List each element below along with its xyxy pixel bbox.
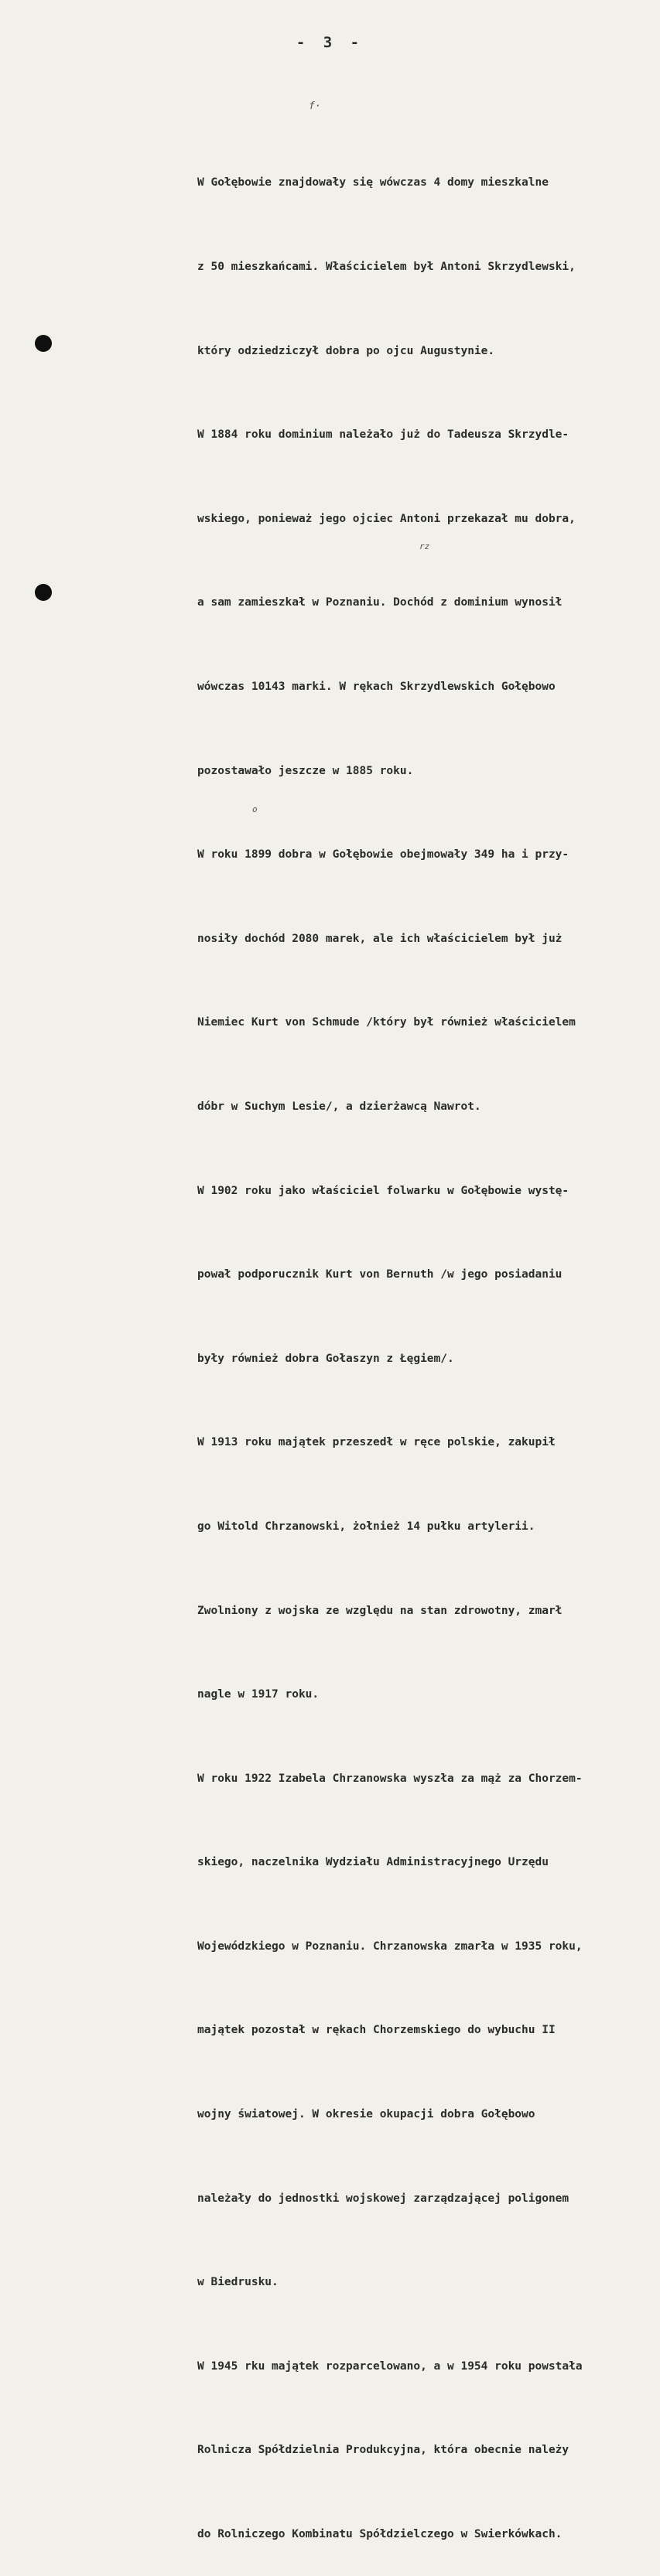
handwritten-correction: o [252, 804, 258, 814]
text-line: dóbr w Suchym Lesie/, a dzierżawcą Nawrot. [197, 1100, 481, 1113]
text-line: skiego, naczelnika Wydziału Administracyjnego Urzędu [197, 1856, 549, 1869]
text-line: W roku 1922 Izabela Chrzanowska wyszła za mąż za Chorzem- [197, 1772, 583, 1785]
text-line: były również dobra Gołaszyn z Łęgiem/. [197, 1352, 454, 1365]
text-line: pował podporucznik Kurt von Bernuth /w jego posiadaniu [197, 1268, 563, 1281]
text-line: W 1902 roku jako właściciel folwarku w Gołębowie wystę- [197, 1184, 569, 1197]
text-line: W 1913 roku majątek przeszedł w ręce polskie, zakupił [197, 1436, 556, 1449]
text-line: który odziedziczył dobra po ojcu Augustynie. [197, 344, 495, 357]
text-line: do Rolniczego Kombinatu Spółdzielczego w Swierkówkach. [197, 2528, 563, 2541]
text-line: Rolnicza Spółdzielnia Produkcyjna, która obecnie należy [197, 2444, 569, 2457]
text-line: w Biedrusku. [197, 2276, 279, 2289]
text-line: Niemiec Kurt von Schmude /który był również właścicielem [197, 1016, 576, 1029]
page-number: - 3 - [296, 34, 364, 51]
text-line: nagle w 1917 roku. [197, 1688, 320, 1701]
text-line: W 1945 rku majątek rozparcelowano, a w 1954 roku powstała [197, 2359, 583, 2373]
text-line: Zwolniony z wojska ze względu na stan zdrowotny, zmarł [197, 1604, 563, 1617]
pen-mark: f· [309, 101, 321, 112]
text-line: W Gołębowie znajdowały się wówczas 4 domy mieszkalne [197, 176, 549, 189]
punch-hole-top [35, 335, 52, 352]
text-line: a sam zamieszkał w Poznaniu. Dochód z dominium wynosił [197, 596, 563, 609]
text-line: należały do jednostki wojskowej zarządzającej poligonem [197, 2192, 569, 2205]
text-line: z 50 mieszkańcami. Właścicielem był Antoni Skrzydlewski, [197, 261, 576, 273]
text-line: wojny światowej. W okresie okupacji dobra Gołębowo [197, 2108, 535, 2121]
text-line: pozostawało jeszcze w 1885 roku. [197, 764, 414, 777]
text-line: go Witold Chrzanowski, żołnież 14 pułku artylerii. [197, 1520, 535, 1533]
punch-hole-bottom [35, 584, 52, 601]
typed-text-body [197, 113, 658, 2576]
handwritten-correction: rz [419, 541, 430, 551]
text-line: W 1884 roku dominium należało już do Tadeusza Skrzydle- [197, 428, 569, 442]
text-line: W roku 1899 dobra w Gołębowie obejmowały 349 ha i przy- [197, 848, 569, 862]
text-line: wówczas 10143 marki. W rękach Skrzydlewskich Gołębowo [197, 680, 556, 693]
text-line: wskiego, ponieważ jego ojciec Antoni przekazał mu dobra, [197, 512, 576, 525]
text-line: nosiły dochód 2080 marek, ale ich właścicielem był już [197, 932, 563, 945]
text-line: majątek pozostał w rękach Chorzemskiego do wybuchu II [197, 2024, 556, 2037]
text-line: Wojewódzkiego w Poznaniu. Chrzanowska zmarła w 1935 roku, [197, 1940, 583, 1953]
